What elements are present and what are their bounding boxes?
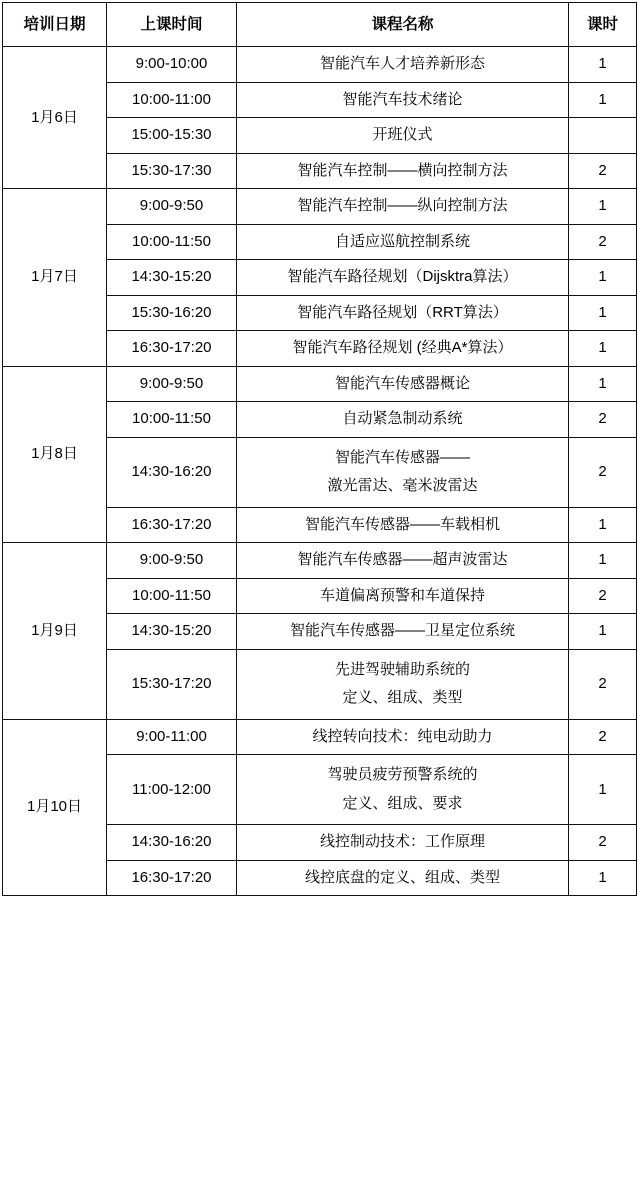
time-cell: 16:30-17:20: [107, 331, 237, 367]
course-cell: 线控底盘的定义、组成、类型: [237, 860, 569, 896]
table-row: [3, 719, 637, 755]
course-line: 激光雷达、毫米波雷达: [327, 477, 478, 495]
time-cell: 9:00-10:00: [107, 47, 237, 83]
hours-cell: 1: [569, 507, 637, 543]
table-row: [3, 189, 637, 225]
course-line: 驾驶员疲劳预警系统的: [327, 766, 478, 784]
course-cell: 智能汽车控制——横向控制方法: [237, 153, 569, 189]
hours-cell: 1: [569, 82, 637, 118]
course-cell: 智能汽车传感器——卫星定位系统: [237, 614, 569, 650]
course-cell: 智能汽车路径规划（RRT算法）: [237, 295, 569, 331]
time-cell: 10:00-11:50: [107, 578, 237, 614]
time-cell: 14:30-15:20: [107, 260, 237, 296]
course-line: 定义、组成、类型: [342, 689, 463, 707]
hours-cell: 2: [569, 437, 637, 507]
course-line: 定义、组成、要求: [342, 794, 463, 812]
date-cell: 1月9日: [3, 543, 107, 720]
hours-cell: 2: [569, 719, 637, 755]
course-cell: 自适应巡航控制系统: [237, 224, 569, 260]
hours-cell: 1: [569, 860, 637, 896]
hours-cell: 2: [569, 825, 637, 861]
course-multiline: [239, 444, 566, 501]
hours-cell: 1: [569, 366, 637, 402]
hours-cell: 1: [569, 260, 637, 296]
hours-cell: 1: [569, 543, 637, 579]
table-row: [3, 543, 637, 579]
header-time: 上课时间: [107, 3, 237, 47]
table-header: [3, 3, 637, 47]
time-cell: 14:30-15:20: [107, 614, 237, 650]
course-cell: 智能汽车路径规划（Dijsktra算法）: [237, 260, 569, 296]
course-cell: 智能汽车路径规划 (经典A*算法）: [237, 331, 569, 367]
course-cell: [237, 755, 569, 825]
hours-cell: 1: [569, 47, 637, 83]
hours-cell: 2: [569, 402, 637, 438]
course-cell: 智能汽车传感器概论: [237, 366, 569, 402]
course-cell: 智能汽车技术绪论: [237, 82, 569, 118]
date-cell: 1月10日: [3, 719, 107, 896]
time-cell: 15:30-16:20: [107, 295, 237, 331]
time-cell: 10:00-11:50: [107, 224, 237, 260]
hours-cell: 1: [569, 755, 637, 825]
hours-cell: 1: [569, 331, 637, 367]
time-cell: 10:00-11:50: [107, 402, 237, 438]
date-cell: 1月8日: [3, 366, 107, 543]
date-cell: 1月7日: [3, 189, 107, 367]
time-cell: 11:00-12:00: [107, 755, 237, 825]
hours-cell: [569, 118, 637, 154]
course-cell: 智能汽车人才培养新形态: [237, 47, 569, 83]
header-row: [3, 3, 637, 47]
hours-cell: 1: [569, 295, 637, 331]
header-course: 课程名称: [237, 3, 569, 47]
time-cell: 15:30-17:20: [107, 649, 237, 719]
time-cell: 10:00-11:00: [107, 82, 237, 118]
course-cell: 开班仪式: [237, 118, 569, 154]
time-cell: 15:00-15:30: [107, 118, 237, 154]
course-cell: 线控转向技术：纯电动助力: [237, 719, 569, 755]
time-cell: 9:00-11:00: [107, 719, 237, 755]
hours-cell: 2: [569, 578, 637, 614]
course-multiline: [239, 761, 566, 818]
time-cell: 14:30-16:20: [107, 437, 237, 507]
hours-cell: 1: [569, 189, 637, 225]
training-schedule-table: [2, 2, 637, 896]
hours-cell: 2: [569, 153, 637, 189]
header-hours: 课时: [569, 3, 637, 47]
time-cell: 15:30-17:30: [107, 153, 237, 189]
table-row: [3, 47, 637, 83]
time-cell: 9:00-9:50: [107, 189, 237, 225]
course-line: 先进驾驶辅助系统的: [334, 660, 470, 678]
course-cell: 自动紧急制动系统: [237, 402, 569, 438]
course-multiline: [239, 656, 566, 713]
time-cell: 9:00-9:50: [107, 543, 237, 579]
course-cell: [237, 649, 569, 719]
header-date: 培训日期: [3, 3, 107, 47]
table-body: [3, 47, 637, 896]
hours-cell: 1: [569, 614, 637, 650]
course-cell: 智能汽车控制——纵向控制方法: [237, 189, 569, 225]
course-cell: 线控制动技术：工作原理: [237, 825, 569, 861]
hours-cell: 2: [569, 649, 637, 719]
course-cell: 智能汽车传感器——超声波雷达: [237, 543, 569, 579]
hours-cell: 2: [569, 224, 637, 260]
time-cell: 16:30-17:20: [107, 507, 237, 543]
time-cell: 14:30-16:20: [107, 825, 237, 861]
table-row: [3, 366, 637, 402]
course-cell: 智能汽车传感器——车载相机: [237, 507, 569, 543]
time-cell: 9:00-9:50: [107, 366, 237, 402]
course-line: 智能汽车传感器——: [334, 448, 470, 466]
time-cell: 16:30-17:20: [107, 860, 237, 896]
course-cell: [237, 437, 569, 507]
date-cell: 1月6日: [3, 47, 107, 189]
course-cell: 车道偏离预警和车道保持: [237, 578, 569, 614]
